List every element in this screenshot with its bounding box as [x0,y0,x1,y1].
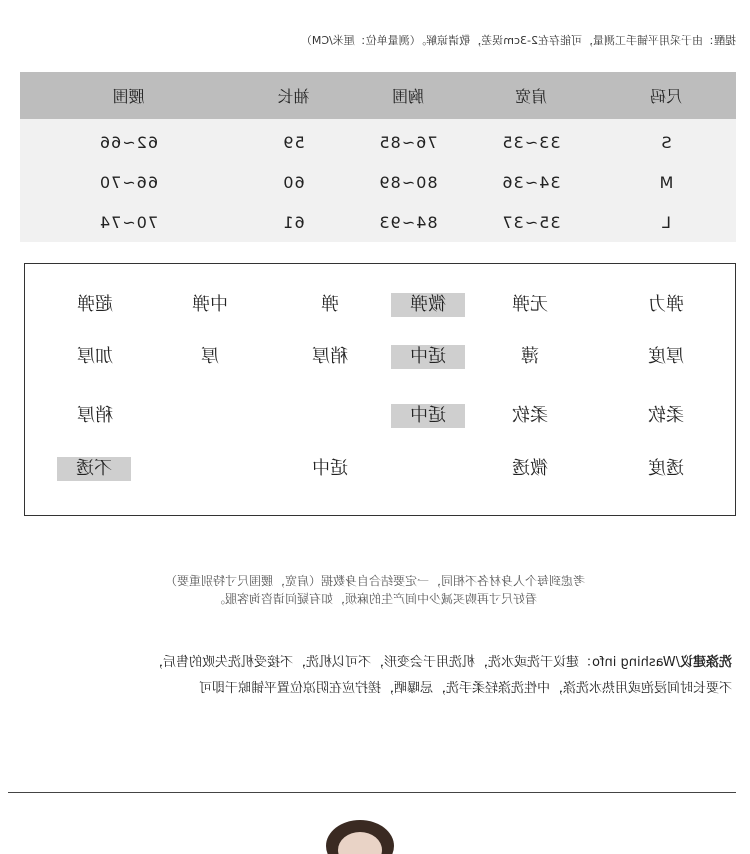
cell-bust: 84~93 [350,202,466,242]
property-label: 柔软 [648,405,684,426]
cell-waist: 62~66 [20,119,237,162]
header-shoulder: 肩宽 [466,72,596,119]
header-size: 尺码 [596,72,736,119]
cell-bust: 80~89 [350,162,466,202]
property-option: 微透 [512,458,548,479]
header-bust: 胸围 [350,72,466,119]
property-option: 稍厚 [312,346,348,367]
cell-shoulder: 35~37 [466,202,596,242]
cell-waist: 70~74 [20,202,237,242]
fabric-properties-box [24,263,736,516]
property-row-transparency [23,457,735,483]
property-option: 弹 [321,294,339,315]
cell-bust: 76~85 [350,119,466,162]
cell-size: L [596,202,736,242]
property-option: 薄 [521,346,539,367]
property-option: 适中 [312,458,348,479]
property-option: 中弹 [192,294,228,315]
washing-text: /Washing info：建议干洗或水洗，机洗用于会变形，不可以机洗，不接受机洗失败的售后， [149,655,680,670]
property-option-selected: 适中 [391,404,465,428]
cell-shoulder: 34~36 [466,162,596,202]
property-option: 厚 [201,346,219,367]
property-option-selected: 不透 [57,457,131,481]
cell-sleeve: 60 [237,162,350,202]
section-divider [8,792,736,793]
property-row-thickness [23,345,735,371]
header-waist: 腰围 [20,72,237,119]
property-label: 厚度 [648,346,684,367]
remark-line-2: 看好尺寸再购买减少中间产生的麻烦，如有疑问请咨询客服。 [213,592,538,606]
washing-info-line-1 [12,651,732,670]
size-table [20,72,736,242]
header-sleeve: 袖长 [237,72,350,119]
property-option: 超弹 [77,294,113,315]
table-row [20,202,736,242]
property-row-elasticity [23,293,735,319]
table-row [20,162,736,202]
property-option: 加厚 [77,346,113,367]
cell-size: S [596,119,736,162]
measurement-note: 提醒：由于采用平铺手工测量，可能存在2-3cm误差，敬请谅解。（测量单位：厘米/CM） [300,34,736,47]
size-table-header [20,72,736,119]
property-option-selected: 适中 [391,345,465,369]
cell-sleeve: 61 [237,202,350,242]
property-option-selected: 微弹 [391,293,465,317]
cell-size: M [596,162,736,202]
property-row-softness [23,404,735,430]
property-option: 稍厚 [77,405,113,426]
model-photo-top [310,814,410,854]
cell-waist: 66~70 [20,162,237,202]
cell-shoulder: 33~35 [466,119,596,162]
property-label: 透度 [648,458,684,479]
washing-info-line-2: 不要长时间浸泡或用热水洗涤，中性洗涤轻柔手洗，忌曝晒，搓拧应在阴凉位置平铺晾干即可 [198,681,732,696]
property-label: 弹力 [648,294,684,315]
property-option: 无弹 [512,294,548,315]
cell-sleeve: 59 [237,119,350,162]
remark-line-1: 考虑到每个人身材各不相同，一定要结合自身数据（肩宽，腰围尺寸特别重要） [165,574,586,588]
table-row [20,119,736,162]
washing-title: 洗涤建议 [679,655,732,670]
property-option: 柔软 [512,405,548,426]
